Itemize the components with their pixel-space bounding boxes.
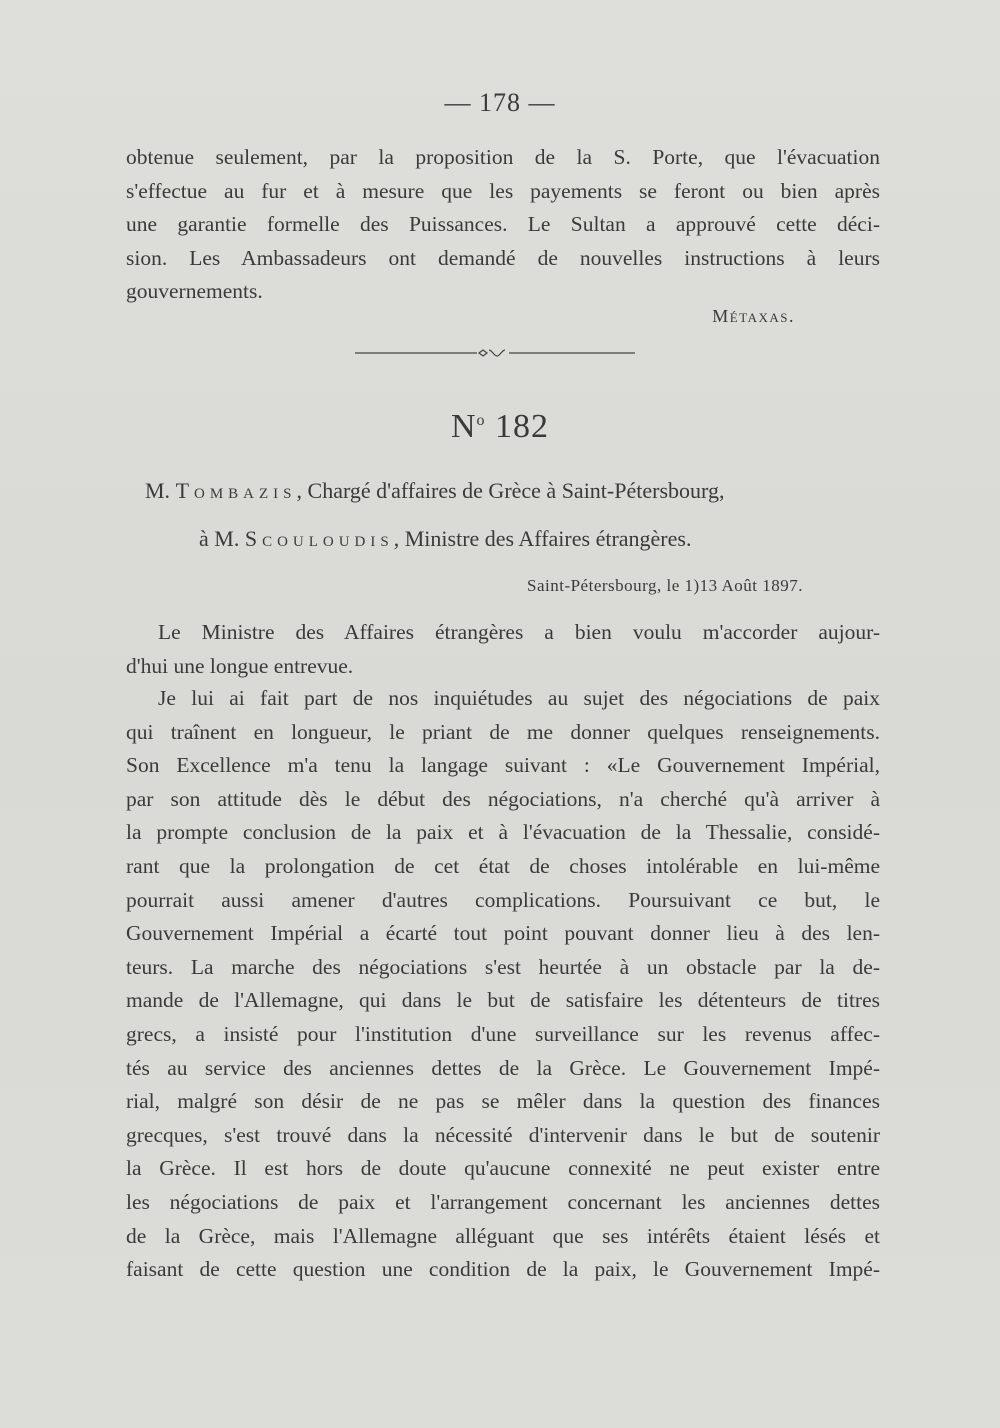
text-line: Je lui ai fait part de nos inquiétudes au sujet des négociations de paix	[158, 686, 880, 710]
doc-number-prefix: N	[450, 408, 477, 445]
text-line: d'hui une longue entrevue.	[126, 653, 354, 678]
recipient-line	[199, 526, 691, 552]
text-line: la Grèce. Il est hors de doute qu'aucune connexité ne peut exister entre	[126, 1156, 880, 1181]
text-line: rial, malgré son désir de ne pas se mêler dans la question des finances	[126, 1089, 880, 1114]
text-line: grecs, a insisté pour l'institution d'une surveillance sur les revenus affec-	[126, 1021, 880, 1046]
document-number	[0, 408, 1000, 446]
continued-text	[126, 141, 880, 309]
text-line: les négociations de paix et l'arrangement concernant les anciennes dettes	[126, 1189, 880, 1214]
text-line: par son attitude dès le début des négociations, n'a cherché qu'à arriver à	[126, 786, 880, 811]
text-line: la prompte conclusion de la paix et à l'évacuation de la Thessalie, considé-	[126, 820, 880, 845]
text-line: pourrait aussi amener d'autres complications. Poursuivant ce but, le	[126, 887, 880, 912]
text-line: qui traînent en longueur, le priant de me donner quelques renseignements.	[126, 719, 880, 744]
sender-line	[145, 478, 724, 504]
text-line: s'effectue au fur et à mesure que les payements se feront ou bien après	[126, 178, 880, 203]
page-number: — 178 —	[444, 88, 556, 117]
sender-title: M.	[145, 478, 171, 503]
body-paragraph-2	[126, 682, 880, 1287]
text-line: mande de l'Allemagne, qui dans le but de satisfaire les détenteurs de titres	[126, 988, 880, 1013]
recipient-role: , Ministre des Affaires étrangères.	[393, 526, 692, 551]
recipient-name: Scouloudis	[244, 526, 394, 551]
body-paragraph-1	[126, 616, 880, 683]
sender-role: , Chargé d'affaires de Grèce à Saint-Pétersbourg,	[296, 478, 725, 503]
text-line: de la Grèce, mais l'Allemagne alléguant que ses intérêts étaient lésés et	[126, 1223, 880, 1248]
text-line: gouvernements.	[126, 279, 263, 304]
doc-number-value: 182	[495, 408, 550, 445]
signature: Métaxas.	[712, 306, 795, 326]
text-line: obtenue seulement, par la proposition de la S. Porte, que l'évacuation	[126, 145, 880, 169]
text-line: rant que la prolongation de cet état de choses intolérable en lui-même	[126, 853, 880, 878]
section-divider-ornament	[355, 343, 635, 363]
sender-name: Tombazis	[175, 478, 297, 503]
text-line: Gouvernement Impérial a écarté tout point pouvant donner lieu à des len-	[126, 921, 880, 946]
text-line: Le Ministre des Affaires étrangères a bien voulu m'accorder aujour-	[158, 620, 880, 644]
text-line: teurs. La marche des négociations s'est heurtée à un obstacle par la de-	[126, 954, 880, 979]
recipient-title: à M.	[199, 526, 240, 551]
doc-number-superscript: o	[476, 412, 486, 429]
text-line: faisant de cette question une condition de la paix, le Gouvernement Impé-	[126, 1257, 880, 1282]
text-line: Son Excellence m'a tenu la langage suivant : «Le Gouvernement Impérial,	[126, 753, 880, 778]
text-line: tés au service des anciennes dettes de la Grèce. Le Gouvernement Impé-	[126, 1055, 880, 1080]
text-line: une garantie formelle des Puissances. Le Sultan a approuvé cette déci-	[126, 212, 880, 237]
text-line: sion. Les Ambassadeurs ont demandé de nouvelles instructions à leurs	[126, 245, 880, 270]
dateline: Saint-Pétersbourg, le 1)13 Août 1897.	[527, 576, 803, 595]
text-line: grecques, s'est trouvé dans la nécessité d'intervenir dans le but de soutenir	[126, 1122, 880, 1147]
